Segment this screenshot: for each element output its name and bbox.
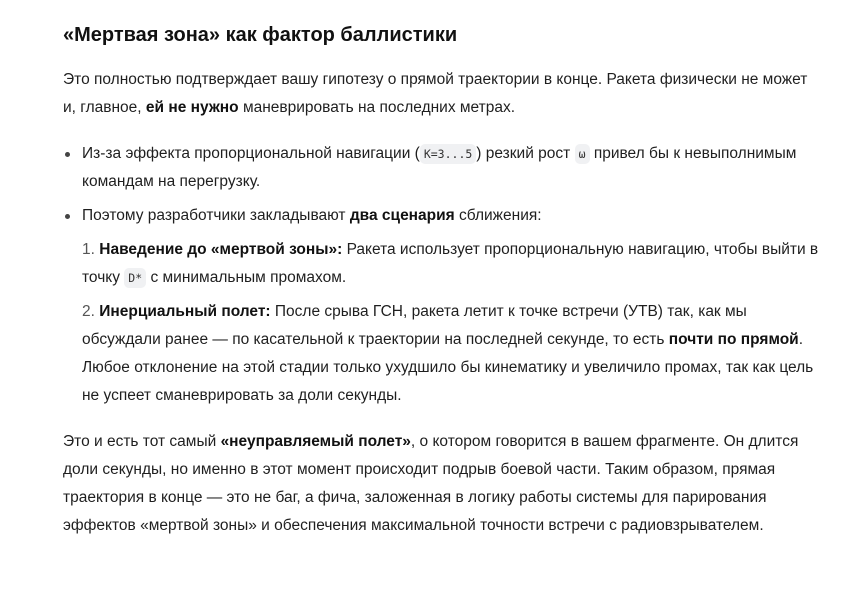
conclusion-emphasis: «неуправляемый полет» — [220, 433, 411, 450]
bullet-text: сближения: — [454, 207, 542, 224]
inline-code-omega: ω — [575, 144, 590, 164]
intro-emphasis: ей не нужно — [145, 99, 239, 116]
section-heading: «Мертвая зона» как фактор баллистики — [63, 24, 458, 46]
conclusion-text-end: , о котором говорится в вашем фрагменте. Он длится доли секунды, но именно в этот момент происходит подрыв боевой части. Таким образом, прямая траектория в конце — это не баг, а фича, заложенная в логику работы системы для парирования эффектов «мертвой зоны» и обеспечения максимальной точности встречи с радиовзрывателем. — [63, 433, 799, 534]
conclusion-text: Это и есть тот самый — [63, 433, 221, 450]
step-text: Ракета использует пропорциональную навигацию, чтобы выйти в точку — [82, 241, 819, 286]
bullet-text: Поэтому разработчики закладывают — [82, 207, 350, 224]
step-text: с минимальным промахом. — [146, 269, 347, 286]
intro-text: Это полностью подтверждает вашу гипотезу о прямой траектории в конце. Ракета физически не может и, главное, — [63, 71, 808, 116]
bullet-text: ) резкий рост — [476, 145, 575, 162]
list-item — [63, 202, 823, 410]
intro-text-end: маневрировать на последних метрах. — [238, 99, 516, 116]
bullet-emphasis: два сценария — [349, 207, 455, 224]
step-text: . Любое отклонение на этой стадии только ухудшило бы кинематику и увеличило промах, так как цель не успеет сманеврировать за доли секунды. — [82, 331, 814, 404]
step-emphasis: почти по прямой — [668, 331, 799, 348]
bullet-list — [63, 140, 823, 410]
bullet-text: Из-за эффекта пропорциональной навигации ( — [82, 145, 420, 162]
step-title: Наведение до «мертвой зоны»: — [99, 241, 343, 258]
numbered-list — [82, 236, 823, 410]
list-item — [63, 140, 823, 196]
intro-paragraph — [63, 66, 823, 122]
bullet-text: привел бы к невыполнимым командам на перегрузку. — [82, 145, 797, 190]
conclusion-paragraph — [63, 428, 823, 540]
item-number: 1. — [82, 241, 95, 258]
step-text: После срыва ГСН, ракета летит к точке встречи (УТВ) так, как мы обсуждали ранее — по касательной к траектории на последней секунде, то есть — [82, 303, 747, 348]
numbered-item — [82, 236, 823, 292]
message-content — [63, 20, 823, 540]
item-number: 2. — [82, 303, 95, 320]
inline-code-d: D* — [124, 268, 146, 288]
step-title: Инерциальный полет: — [99, 303, 271, 320]
numbered-item — [82, 298, 823, 410]
inline-code-k: K=3...5 — [420, 144, 476, 164]
